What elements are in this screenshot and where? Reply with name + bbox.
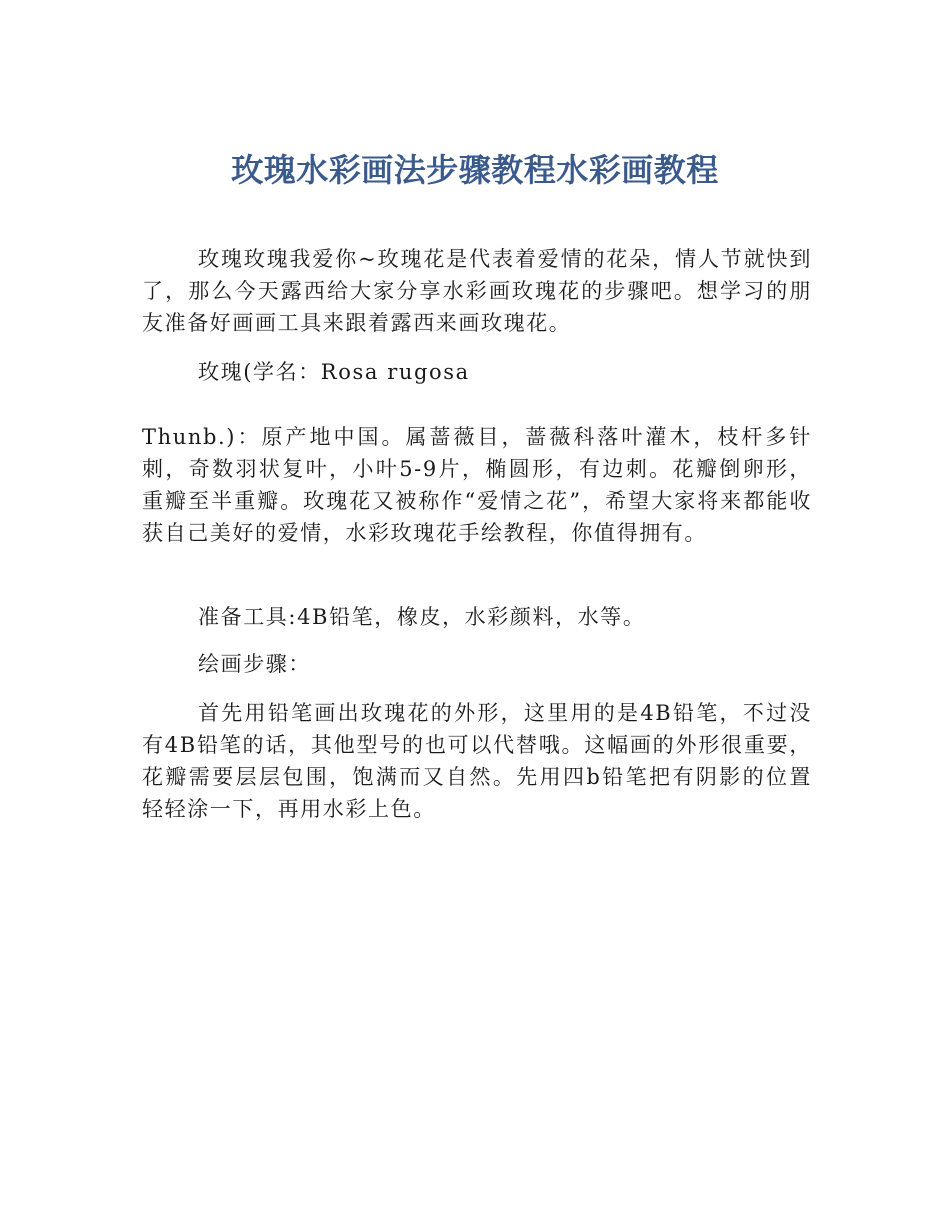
steps-heading-paragraph: 绘画步骤：	[198, 652, 311, 676]
page-title: 玫瑰水彩画法步骤教程水彩画教程	[231, 151, 719, 189]
step-one-paragraph: 首先用铅笔画出玫瑰花的外形，这里用的是4B铅笔，不过没有4B铅笔的话，其他型号的也可以代替哦。这幅画的外形很重要，花瓣需要层层包围，饱满而又自然。先用四b铅笔把有阴影的位置轻轻涂一下，再用水彩上色。	[142, 701, 812, 821]
tools-paragraph: 准备工具:4B铅笔，橡皮，水彩颜料，水等。	[198, 605, 646, 629]
description-paragraph: Thunb.)：原产地中国。属蔷薇目，蔷薇科落叶灌木，枝杆多针刺，奇数羽状复叶，小叶5-9片，椭圆形，有边刺。花瓣倒卵形，重瓣至半重瓣。玫瑰花又被称作“爱情之花”，希望大家将来都能收获自己美好的爱情，水彩玫瑰花手绘教程，你值得拥有。	[142, 425, 812, 545]
intro-paragraph: 玫瑰玫瑰我爱你~玫瑰花是代表着爱情的花朵，情人节就快到了，那么今天露西给大家分享水彩画玫瑰花的步骤吧。想学习的朋友准备好画画工具来跟着露西来画玫瑰花。	[142, 247, 812, 335]
scientific-name-paragraph: 玫瑰(学名：Rosa rugosa	[198, 360, 470, 384]
